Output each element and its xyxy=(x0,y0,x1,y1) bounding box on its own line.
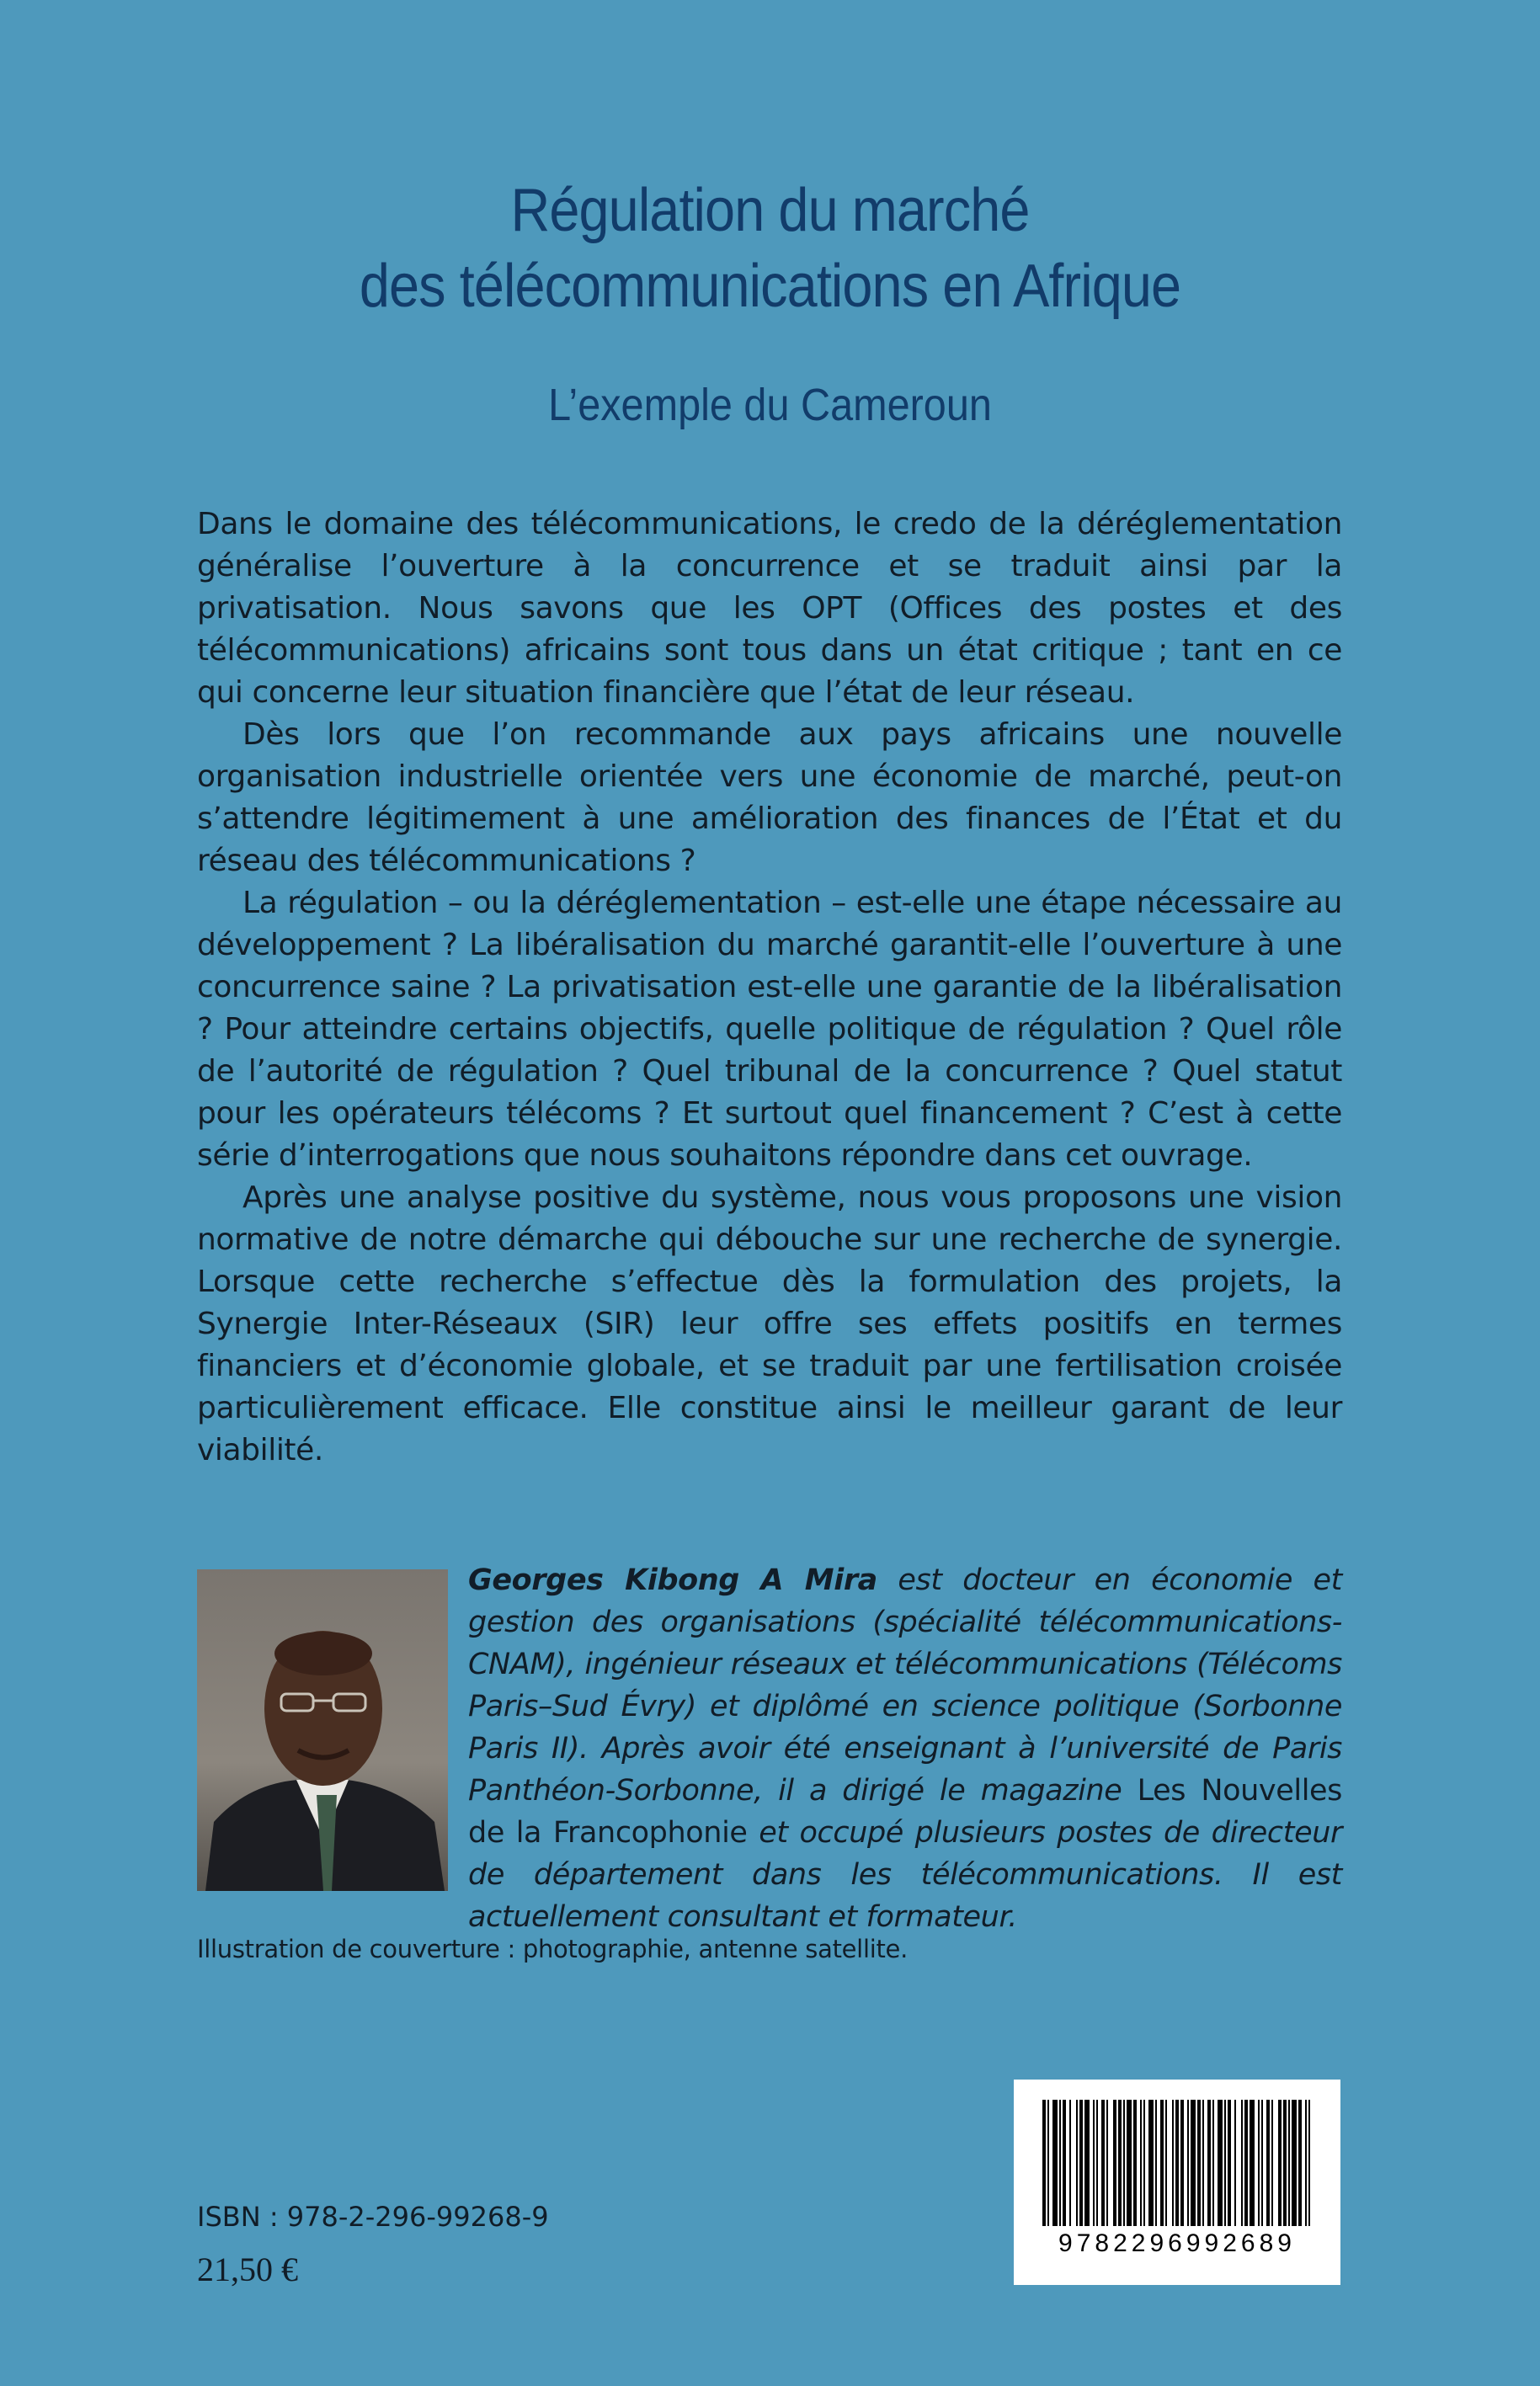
author-photo xyxy=(197,1569,448,1891)
barcode-bar xyxy=(1266,2100,1270,2226)
barcode-bar xyxy=(1148,2100,1154,2226)
barcode-bar xyxy=(1133,2100,1137,2226)
barcode-bar xyxy=(1250,2100,1255,2226)
barcode-bar xyxy=(1052,2100,1058,2226)
barcode-bar xyxy=(1079,2100,1083,2226)
book-subtitle: L’exemple du Cameroun xyxy=(548,380,992,430)
author-bio xyxy=(468,1559,1342,1938)
barcode-bar xyxy=(1155,2100,1157,2226)
barcode-bar xyxy=(1261,2100,1263,2226)
barcode-bar xyxy=(1218,2100,1223,2226)
barcode-bar xyxy=(1298,2100,1302,2226)
barcode-bar xyxy=(1271,2100,1273,2226)
author-bio-part-1: est docteur en économie et gestion des organisations (spécialité télécommunications-CNAM), ingénieur réseaux et télécommunications (Télécoms Paris–Sud Évry) et diplômé en science politique (Sorbonne Paris II). Après avoir été enseignant à l’université de Paris Panthéon-Sorbonne, il a dirigé le magazine xyxy=(468,1563,1342,1808)
barcode-bar xyxy=(1143,2100,1145,2226)
barcode-bar xyxy=(1278,2100,1282,2226)
barcode-bar xyxy=(1180,2100,1184,2226)
barcode-bar xyxy=(1123,2100,1125,2226)
author-name: Georges Kibong A Mira xyxy=(468,1563,877,1597)
barcode-bar xyxy=(1228,2100,1231,2226)
barcode-bar xyxy=(1127,2100,1132,2226)
barcode-bar xyxy=(1165,2100,1167,2226)
barcode-bar xyxy=(1175,2100,1179,2226)
barcode-bar xyxy=(1258,2100,1260,2226)
summary-paragraph-2: Dès lors que l’on recommande aux pays africains une nouvelle organisation industrielle orientée vers une économie de marché, peut-on s’attendre légitimement à une amélioration des finances de l’État et du réseau des télécommunications ? xyxy=(197,717,1342,878)
barcode-bar xyxy=(1283,2100,1287,2226)
author-portrait-icon xyxy=(197,1569,448,1891)
barcode-bar xyxy=(1069,2100,1071,2226)
barcode-bar xyxy=(1140,2100,1142,2226)
magazine-title: Les Nouvelles de la Francophonie xyxy=(468,1774,1342,1850)
author-bio-part-2: et occupé plusieurs postes de directeur de département dans les télécommunications. Il est actuellement consultant et formateur. xyxy=(468,1816,1342,1934)
barcode-bar xyxy=(1191,2100,1196,2226)
barcode-bar xyxy=(1096,2100,1098,2226)
barcode-bar xyxy=(1084,2100,1090,2226)
barcode-bar xyxy=(1305,2100,1307,2226)
barcode-bar xyxy=(1160,2100,1164,2226)
barcode-bar xyxy=(1197,2100,1201,2226)
barcode-bar xyxy=(1308,2100,1310,2226)
cover-credit: Illustration de couverture : photographie, antenne satellite. xyxy=(197,1935,908,1963)
barcode-bar xyxy=(1292,2100,1297,2226)
barcode-bar xyxy=(1118,2100,1122,2226)
barcode-bar xyxy=(1212,2100,1214,2226)
book-title-line-1: Régulation du marché xyxy=(510,177,1030,244)
barcode-bar xyxy=(1063,2100,1066,2226)
barcode xyxy=(1014,2080,1340,2285)
price: 21,50 € xyxy=(197,2250,298,2288)
book-title-line-2: des télécommunications en Afrique xyxy=(359,253,1181,320)
barcode-bar xyxy=(1172,2100,1174,2226)
summary-paragraph-1: Dans le domaine des télécommunications, le credo de la déréglementation généralise l’ouverture à la concurrence et se traduit ainsi par la privatisation. Nous savons que les OPT (Offices des postes et des télécommunications) africains sont tous dans un état critique ; tant en ce qui concerne leur situation financière que l’état de leur réseau. xyxy=(197,507,1342,710)
isbn: ISBN : 978-2-296-99268-9 xyxy=(197,2201,549,2233)
book-title xyxy=(77,173,1463,324)
barcode-digits: 9782296992689 xyxy=(1058,2229,1296,2257)
barcode-bar xyxy=(1244,2100,1248,2226)
barcode-bar xyxy=(1059,2100,1061,2226)
barcode-bar xyxy=(1288,2100,1290,2226)
barcode-bar xyxy=(1047,2100,1049,2226)
barcode-bar xyxy=(1113,2100,1116,2226)
barcode-bar xyxy=(1187,2100,1189,2226)
summary-paragraph-4: Après une analyse positive du système, nous vous proposons une vision normative de notre démarche qui débouche sur une recherche de synergie. Lorsque cette recherche s’effectue dès la formulation des projets, la Synergie Inter-Réseaux (SIR) leur offre ses effets positifs en termes financiers et d’économie globale, et se traduit par une fertilisation croisée particulièrement efficace. Elle constitue ainsi le meilleur garant de leur viabilité. xyxy=(197,1180,1342,1467)
barcode-bar xyxy=(1234,2100,1236,2226)
barcode-bar xyxy=(1224,2100,1226,2226)
barcode-bar xyxy=(1241,2100,1243,2226)
summary-paragraph-3: La régulation – ou la déréglementation – est-elle une étape nécessaire au développement ? La libéralisation du marché garantit-elle l’ouverture à une concurrence saine ? La privatisation est-elle une garantie de la libéralisation ? Pour atteindre certains objectifs, quelle politique de régulation ? Quel rôle de l’autorité de régulation ? Quel tribunal de la concurrence ? Quel statut pour les opérateurs télécoms ? Et surtout quel financement ? C’est à cette série d’interrogations que nous souhaitons répondre dans cet ouvrage. xyxy=(197,886,1342,1173)
barcode-bar xyxy=(1202,2100,1204,2226)
summary-text xyxy=(197,503,1342,1472)
barcode-bar xyxy=(1106,2100,1108,2226)
barcode-bar xyxy=(1042,2100,1046,2226)
barcode-bar xyxy=(1207,2100,1211,2226)
barcode-bar xyxy=(1101,2100,1105,2226)
barcode-bar xyxy=(1076,2100,1078,2226)
barcode-bar xyxy=(1093,2100,1095,2226)
